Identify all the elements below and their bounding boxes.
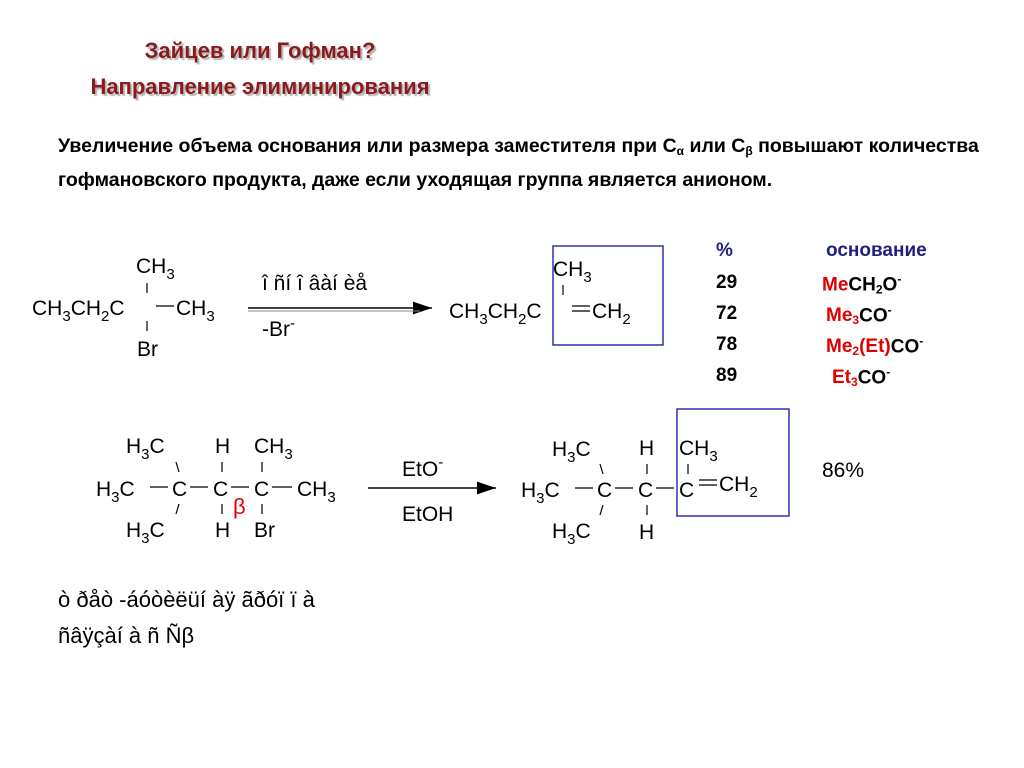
- table-row-base: $Me_3CO^-$: [826, 303, 892, 328]
- r2-reactant-h3c-top: $H_3C$: [126, 435, 165, 463]
- table-row-percent: 78: [716, 334, 738, 355]
- r2-product-ch2: $CH_2$: [719, 473, 758, 501]
- r2-product-h-top: H: [639, 437, 655, 460]
- r2-bond-a: [176, 462, 179, 472]
- r2-product-h3c-top: $H_3C$: [552, 438, 591, 466]
- r2-product-ch3-top: $CH_3$: [679, 437, 718, 465]
- slide-title-line2: Направление элиминирования: [90, 74, 430, 99]
- table-row-percent: 89: [716, 365, 738, 386]
- r2-reactant-h3c-bottom: $H_3C$: [126, 519, 165, 547]
- r1-arrow-label-above: î ñí î âàí èå: [262, 272, 368, 295]
- r2-reactant-c3: C: [254, 478, 270, 501]
- r2-reactant-h-top: H: [215, 435, 231, 458]
- reaction1-product: [449, 258, 631, 328]
- r2-reactant-ch3-top: $CH_3$: [254, 435, 293, 463]
- r2-arrow-label-below: EtOH: [402, 503, 454, 526]
- r1-product-ch2: $CH_2$: [592, 300, 631, 328]
- table-row-base: $Me_2(Et)CO^-$: [826, 334, 924, 359]
- r2-product-c3: C: [679, 479, 695, 502]
- bottom-note-line2: ñâÿçàí à ñ Ñβ: [58, 623, 195, 648]
- r1-reactant-ch3-right: $CH_3$: [176, 297, 215, 325]
- r2-product-c1: C: [597, 479, 613, 502]
- bottom-note: [58, 582, 558, 654]
- table-header-percent: %: [716, 240, 733, 261]
- r1-reactant-main: $CH_3CH_2C$: [32, 297, 125, 325]
- r2-arrow-label-above: EtO-: [402, 454, 444, 481]
- r2-bond-h: [176, 504, 179, 514]
- r2-product-h-bottom: H: [639, 521, 655, 544]
- r2-reactant-h3c-mid: $H_3C$: [96, 478, 135, 506]
- intro-text-part3: повышают количества гофмановского продукта, даже если уходящая группа является анионом.: [58, 135, 979, 191]
- r2-reactant-c2: C: [213, 478, 229, 501]
- intro-sub-alpha: α: [676, 144, 685, 158]
- intro-text-part2: или С: [684, 135, 746, 157]
- reaction2-product: [521, 437, 758, 548]
- r2-product-c2: C: [638, 479, 654, 502]
- intro-text-part1: Увеличение объема основания или размера заместителя при С: [58, 135, 677, 157]
- r2p-bond-g: [600, 505, 603, 515]
- r1-product-ch3-top: $CH_3$: [553, 258, 592, 286]
- reaction1-reactant: [32, 255, 215, 361]
- r1-reactant-ch3-top: $CH_3$: [136, 255, 175, 283]
- r2-reactant-ch3-right: $CH_3$: [297, 478, 336, 506]
- r2-yield: 86%: [822, 459, 865, 482]
- table-row-base: $Et_3CO^-$: [832, 365, 891, 390]
- r2-reactant-h-bottom: H: [215, 519, 231, 542]
- r2-reactant-br: Br: [254, 519, 275, 542]
- table-row-percent: 29: [716, 272, 738, 293]
- reaction2-reactant: [96, 435, 336, 547]
- r2-product-h3c-mid: $H_3C$: [521, 479, 560, 507]
- table-header-base: основание: [826, 240, 927, 261]
- r2-beta-label: β: [233, 494, 246, 519]
- intro-sub-beta: β: [745, 144, 753, 158]
- r1-arrow-label-below: -Br-: [262, 315, 295, 341]
- slide-title-line1: Зайцев или Гофман?: [144, 38, 376, 63]
- r1-product-main: $CH_3CH_2C$: [449, 300, 542, 328]
- r2-reactant-c1: C: [172, 478, 188, 501]
- table-row-percent: 72: [716, 303, 738, 324]
- table-row-base: MeCH$_2$O-: [822, 272, 902, 297]
- r2p-bond-a: [600, 464, 603, 474]
- r1-reactant-br: Br: [137, 338, 158, 361]
- bottom-note-line1: ò ðåò -áóòèëüí àÿ ãðóï ï à: [58, 587, 315, 612]
- r2-product-h3c-bottom: $H_3C$: [552, 520, 591, 548]
